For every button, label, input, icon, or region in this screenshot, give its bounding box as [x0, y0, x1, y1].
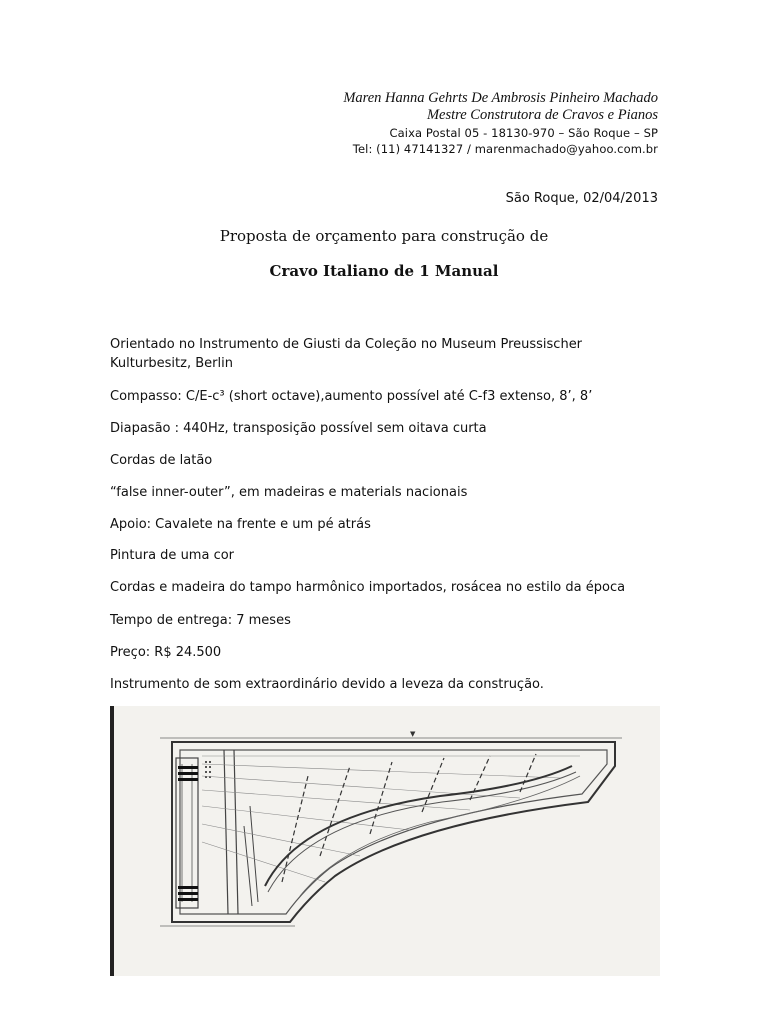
author-name: Maren Hanna Gehrts De Ambrosis Pinheiro Machado — [343, 90, 658, 106]
body-paragraph-compass: Compasso: C/E-c³ (short octave),aumento possível até C-f3 extenso, 8’, 8’ — [110, 389, 593, 404]
body-paragraph-delivery: Tempo de entrega: 7 meses — [110, 613, 291, 628]
body-paragraph-reference-line2: Kulturbesitz, Berlin — [110, 356, 233, 371]
instrument-title: Cravo Italiano de 1 Manual — [269, 262, 499, 280]
body-paragraph-reference-line1: Orientado no Instrumento de Giusti da Coleção no Museum Preussischer — [110, 337, 583, 352]
body-paragraph-pitch: Diapasão : 440Hz, transposição possível sem oitava curta — [110, 421, 487, 436]
letter-date: São Roque, 02/04/2013 — [505, 191, 658, 206]
harpsichord-plan-drawing — [110, 706, 660, 976]
body-paragraph-materials: Cordas e madeira do tampo harmônico importados, rosácea no estilo da época — [110, 580, 626, 595]
body-paragraph-note: Instrumento de som extraordinário devido a leveza da construção. — [110, 677, 544, 692]
body-paragraph-support: Apoio: Cavalete na frente e um pé atrás — [110, 517, 371, 532]
body-paragraph-paint: Pintura de uma cor — [110, 548, 235, 563]
body-paragraph-construction: “false inner-outer”, em madeiras e materials nacionais — [110, 485, 468, 500]
author-contact: Tel: (11) 47141327 / marenmachado@yahoo.com.br — [352, 142, 658, 156]
author-address: Caixa Postal 05 - 18130-970 – São Roque – SP — [389, 126, 658, 140]
body-paragraph-price: Preço: R$ 24.500 — [110, 645, 222, 660]
author-profession: Mestre Construtora de Cravos e Pianos — [426, 107, 658, 123]
proposal-title: Proposta de orçamento para construção de — [219, 227, 549, 245]
body-paragraph-strings: Cordas de latão — [110, 453, 213, 468]
svg-text:▼: ▼ — [410, 730, 416, 738]
